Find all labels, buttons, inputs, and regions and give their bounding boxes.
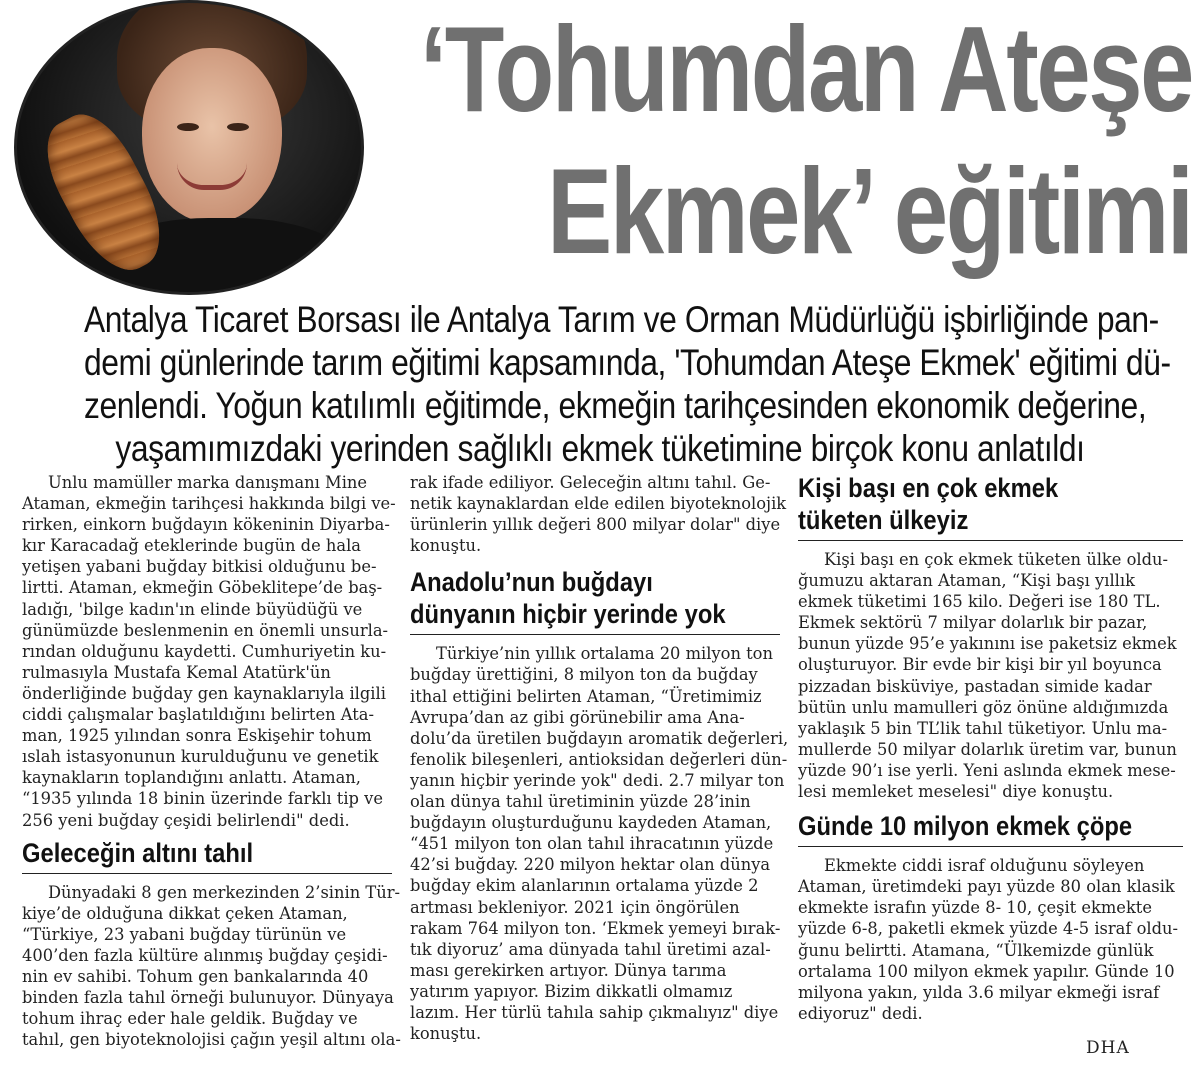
text-line: olan dünya tahıl üretiminin yüzde 28’inin	[410, 792, 751, 812]
text-line: Türkiye’nin yıllık ortalama 20 milyon ton	[436, 644, 773, 664]
text-line: “Türkiye, 23 yabani buğday türünün ve	[22, 924, 347, 944]
text-line: Ekmek sektörü 7 milyar dolarlık bir pazar,	[798, 613, 1148, 633]
text-line: milyona yakın, yılda 3.6 milyar ekmeği israf	[798, 982, 1160, 1002]
text-line: yatırım yapıyor. Bizim dikkatli olmamız	[410, 981, 733, 1001]
text-line: kaynakların toplandığını anlattı. Ataman,	[22, 768, 361, 788]
deck-line: yaşamımızdaki yerinden sağlıklı ekmek tüketimine birçok konu anlatıldı	[115, 428, 1085, 469]
text-line: Unlu mamüller marka danışmanı Mine	[48, 473, 368, 492]
text-line: rak ifade ediliyor. Geleceğin altını tahıl. Ge-	[410, 473, 771, 492]
text-line: rulmasıyla Mustafa Kemal Atatürk'ün	[22, 662, 331, 682]
subheading-rule	[798, 846, 1183, 847]
column-3	[798, 472, 1183, 1024]
text-line: yanın hiçbir yerinde yok" dedi. 2.7 milyar ton	[410, 770, 785, 790]
subheading-rule	[410, 634, 780, 635]
text-line: ladığı, 'bilge kadın'ın elinde büyüdüğü ve	[22, 599, 363, 619]
column-2-paragraph-2	[410, 643, 789, 1044]
subheading-anadolu-bugdayi-line-2: dünyanın hiçbir yerinde yok	[410, 599, 726, 630]
deck-line: Antalya Ticaret Borsası ile Antalya Tarım ve Orman Müdürlüğü işbirliğinde pan-	[84, 299, 1159, 340]
deck-line: zenlendi. Yoğun katılımlı eğitimde, ekmeğin tarihçesinden ekonomik değerine,	[84, 385, 1147, 426]
text-line: 400’den fazla kültüre alınmış buğday çeşidi-	[22, 945, 388, 965]
text-line: “451 milyon ton olan tahıl ihracatının yüzde	[410, 834, 774, 854]
text-line: tık diyoruz’ ama dünyada tahıl üretimi azal-	[410, 939, 771, 959]
subheading-rule	[22, 873, 392, 874]
text-line: yetişen yabani buğday bitkisi olduğunu be-	[22, 557, 377, 577]
portrait-photo	[14, 0, 364, 295]
text-line: ıslah istasyonunun kurulduğunu ve genetik	[22, 747, 379, 767]
text-line: lazım. Her türlü tahıla sahip çıkmalıyız" diye	[410, 1002, 779, 1022]
photo-eye-right	[227, 123, 249, 131]
subheading-rule	[798, 540, 1183, 541]
text-line: tohum ihraç eder hale geldik. Buğday ve	[22, 1009, 358, 1029]
text-line: buğdayın oluşturduğunu kaydeden Ataman,	[410, 813, 772, 833]
text-line: ortalama 100 milyon ekmek yapılır. Günde 10	[798, 961, 1175, 981]
text-line: Kişi başı en çok ekmek tüketen ülke oldu-	[824, 550, 1169, 569]
column-1-paragraph-2	[22, 882, 401, 1051]
text-line: kiye’de olduğuna dikkat çeken Ataman,	[22, 903, 348, 923]
text-line: konuştu.	[410, 536, 482, 556]
deck-summary	[0, 298, 1200, 470]
subheading-anadolu-bugdayi-line-1: Anadolu’nun buğdayı	[410, 567, 653, 598]
deck-line: demi günlerinde tarım eğitimi kapsamında, 'Tohumdan Ateşe Ekmek' eğitimi dü-	[84, 342, 1171, 383]
text-line: man, 1925 yılından sonra Eskişehir tohum	[22, 726, 372, 746]
text-line: netik kaynaklardan elde edilen biyoteknolojik	[410, 494, 787, 514]
text-line: Ataman, ekmeğin tarihçesi hakkında bilgi ve-	[22, 494, 396, 514]
text-line: Avrupa’dan az gibi görünebilir ama Ana-	[410, 707, 745, 727]
text-line: Ekmekte ciddi israf olduğunu söyleyen	[824, 856, 1145, 876]
text-line: binden fazla tahıl örneği bulunuyor. Dünyaya	[22, 988, 394, 1008]
text-line: Dünyadaki 8 gen merkezinden 2’sinin Tür-	[48, 882, 400, 902]
text-line: ması gerekirken artıyor. Dünya tarıma	[410, 960, 727, 980]
text-line: bütün unlu mamulleri göz önüne aldığımızda	[798, 697, 1169, 717]
photo-eye-left	[177, 123, 199, 131]
text-line: ekmekte israfın yüzde 8- 10, çeşit ekmekte	[798, 898, 1152, 918]
text-line: lesi memleket meselesi" diye konuştu.	[798, 782, 1114, 802]
text-line: bunun yüzde 95’e yakınını ise paketsiz ekmek	[798, 634, 1177, 654]
text-line: mullerde 50 milyar dolarlık üretim var, bunun	[798, 739, 1177, 759]
text-line: artması bekleniyor. 2021 için öngörülen	[410, 897, 740, 917]
text-line: buğday ekim alanlarının ortalama yüzde 2	[410, 876, 759, 896]
text-line: lirtti. Ataman, ekmeğin Göbeklitepe’de baş-	[22, 578, 383, 598]
headline-line-2: Ekmek’ eğitimi	[547, 143, 1192, 279]
text-line: tahıl, gen biyoteknolojisi çağın yeşil altını ola-	[22, 1030, 401, 1050]
text-line: kır Karacadağ eteklerinde bugün de hala	[22, 536, 361, 556]
column-3-paragraph-2	[798, 855, 1183, 1024]
text-line: önderliğinde buğday gen kaynaklarıyla ilgili	[22, 683, 386, 703]
text-line: ekmek tüketimi 165 kilo. Değeri ise 180 TL.	[798, 592, 1161, 612]
headline-line-1: ‘Tohumdan Ateşe	[420, 1, 1192, 137]
text-line: ürünlerin yıllık değeri 800 milyar dolar" diye	[410, 515, 781, 535]
column-1-paragraph-1	[22, 472, 396, 831]
text-line: 256 yeni buğday çeşidi belirlendi" dedi.	[22, 810, 350, 830]
text-line: nin ev sahibi. Tohum gen bankalarında 40	[22, 966, 369, 986]
column-3-paragraph-1	[798, 549, 1183, 802]
source-credit: DHA	[1086, 1038, 1130, 1058]
text-line: rından olduğunu kaydetti. Cumhuriyetin ku-	[22, 641, 387, 661]
text-line: “1935 yılında 18 binin üzerinde farklı tip ve	[22, 789, 383, 809]
text-line: günümüzde beslenmenin en önemli unsurla-	[22, 620, 389, 640]
text-line: ğunu belirtti. Atamana, “Ülkemizde günlük	[798, 940, 1154, 960]
subheading-gunde-10-milyon: Günde 10 milyon ekmek çöpe	[798, 811, 1133, 842]
text-line: ediyoruz" dedi.	[798, 1003, 923, 1023]
text-line: buğday ürettiğini, 8 milyon ton da buğday	[410, 665, 758, 685]
text-line: dolu’da üretilen buğdayın aromatik değerleri,	[410, 728, 789, 748]
column-1	[22, 472, 401, 1050]
text-line: Ataman, üretimdeki payı yüzde 80 olan klasik	[798, 877, 1175, 897]
subheading-gelecegin-altini: Geleceğin altını tahıl	[22, 837, 254, 868]
text-line: ithal ettiğini belirten Ataman, “Üretimimiz	[410, 686, 762, 706]
text-line: 42’si buğday. 220 milyon hektar olan dünya	[410, 855, 771, 875]
text-line: yüzde 6-8, paketli ekmek yüzde 4-5 israf oldu-	[798, 919, 1179, 939]
subheading-kisi-basi-line-2: tüketen ülkeyiz	[798, 505, 969, 535]
text-line: ciddi çalışmalar başlatıldığını belirten Ata-	[22, 705, 374, 725]
text-line: yaklaşık 5 bin TL’lik tahıl tüketiyor. Unlu ma-	[798, 718, 1168, 738]
column-2-paragraph-1	[410, 472, 787, 556]
text-line: konuştu.	[410, 1024, 482, 1044]
photo-face	[142, 48, 282, 223]
text-line: oluşturuyor. Bir evde bir kişi bir yıl boyunca	[798, 655, 1162, 675]
text-line: fenolik bileşenleri, antioksidan değerleri dün-	[410, 749, 788, 769]
text-line: rirken, einkorn buğdayın kökeninin Diyarba-	[22, 515, 390, 535]
text-line: ğumuzu aktaran Ataman, “Kişi başı yıllık	[798, 571, 1135, 591]
text-line: pizzadan bisküviye, pastadan simide kadar	[798, 676, 1152, 696]
column-2	[410, 472, 789, 1044]
text-line: yüzde 90’ı ise yerli. Yeni aslında ekmek mese-	[798, 760, 1176, 780]
subheading-kisi-basi-line-1: Kişi başı en çok ekmek	[798, 473, 1059, 503]
text-line: rakam 764 milyon ton. ‘Ekmek yemeyi bırak-	[410, 918, 781, 938]
